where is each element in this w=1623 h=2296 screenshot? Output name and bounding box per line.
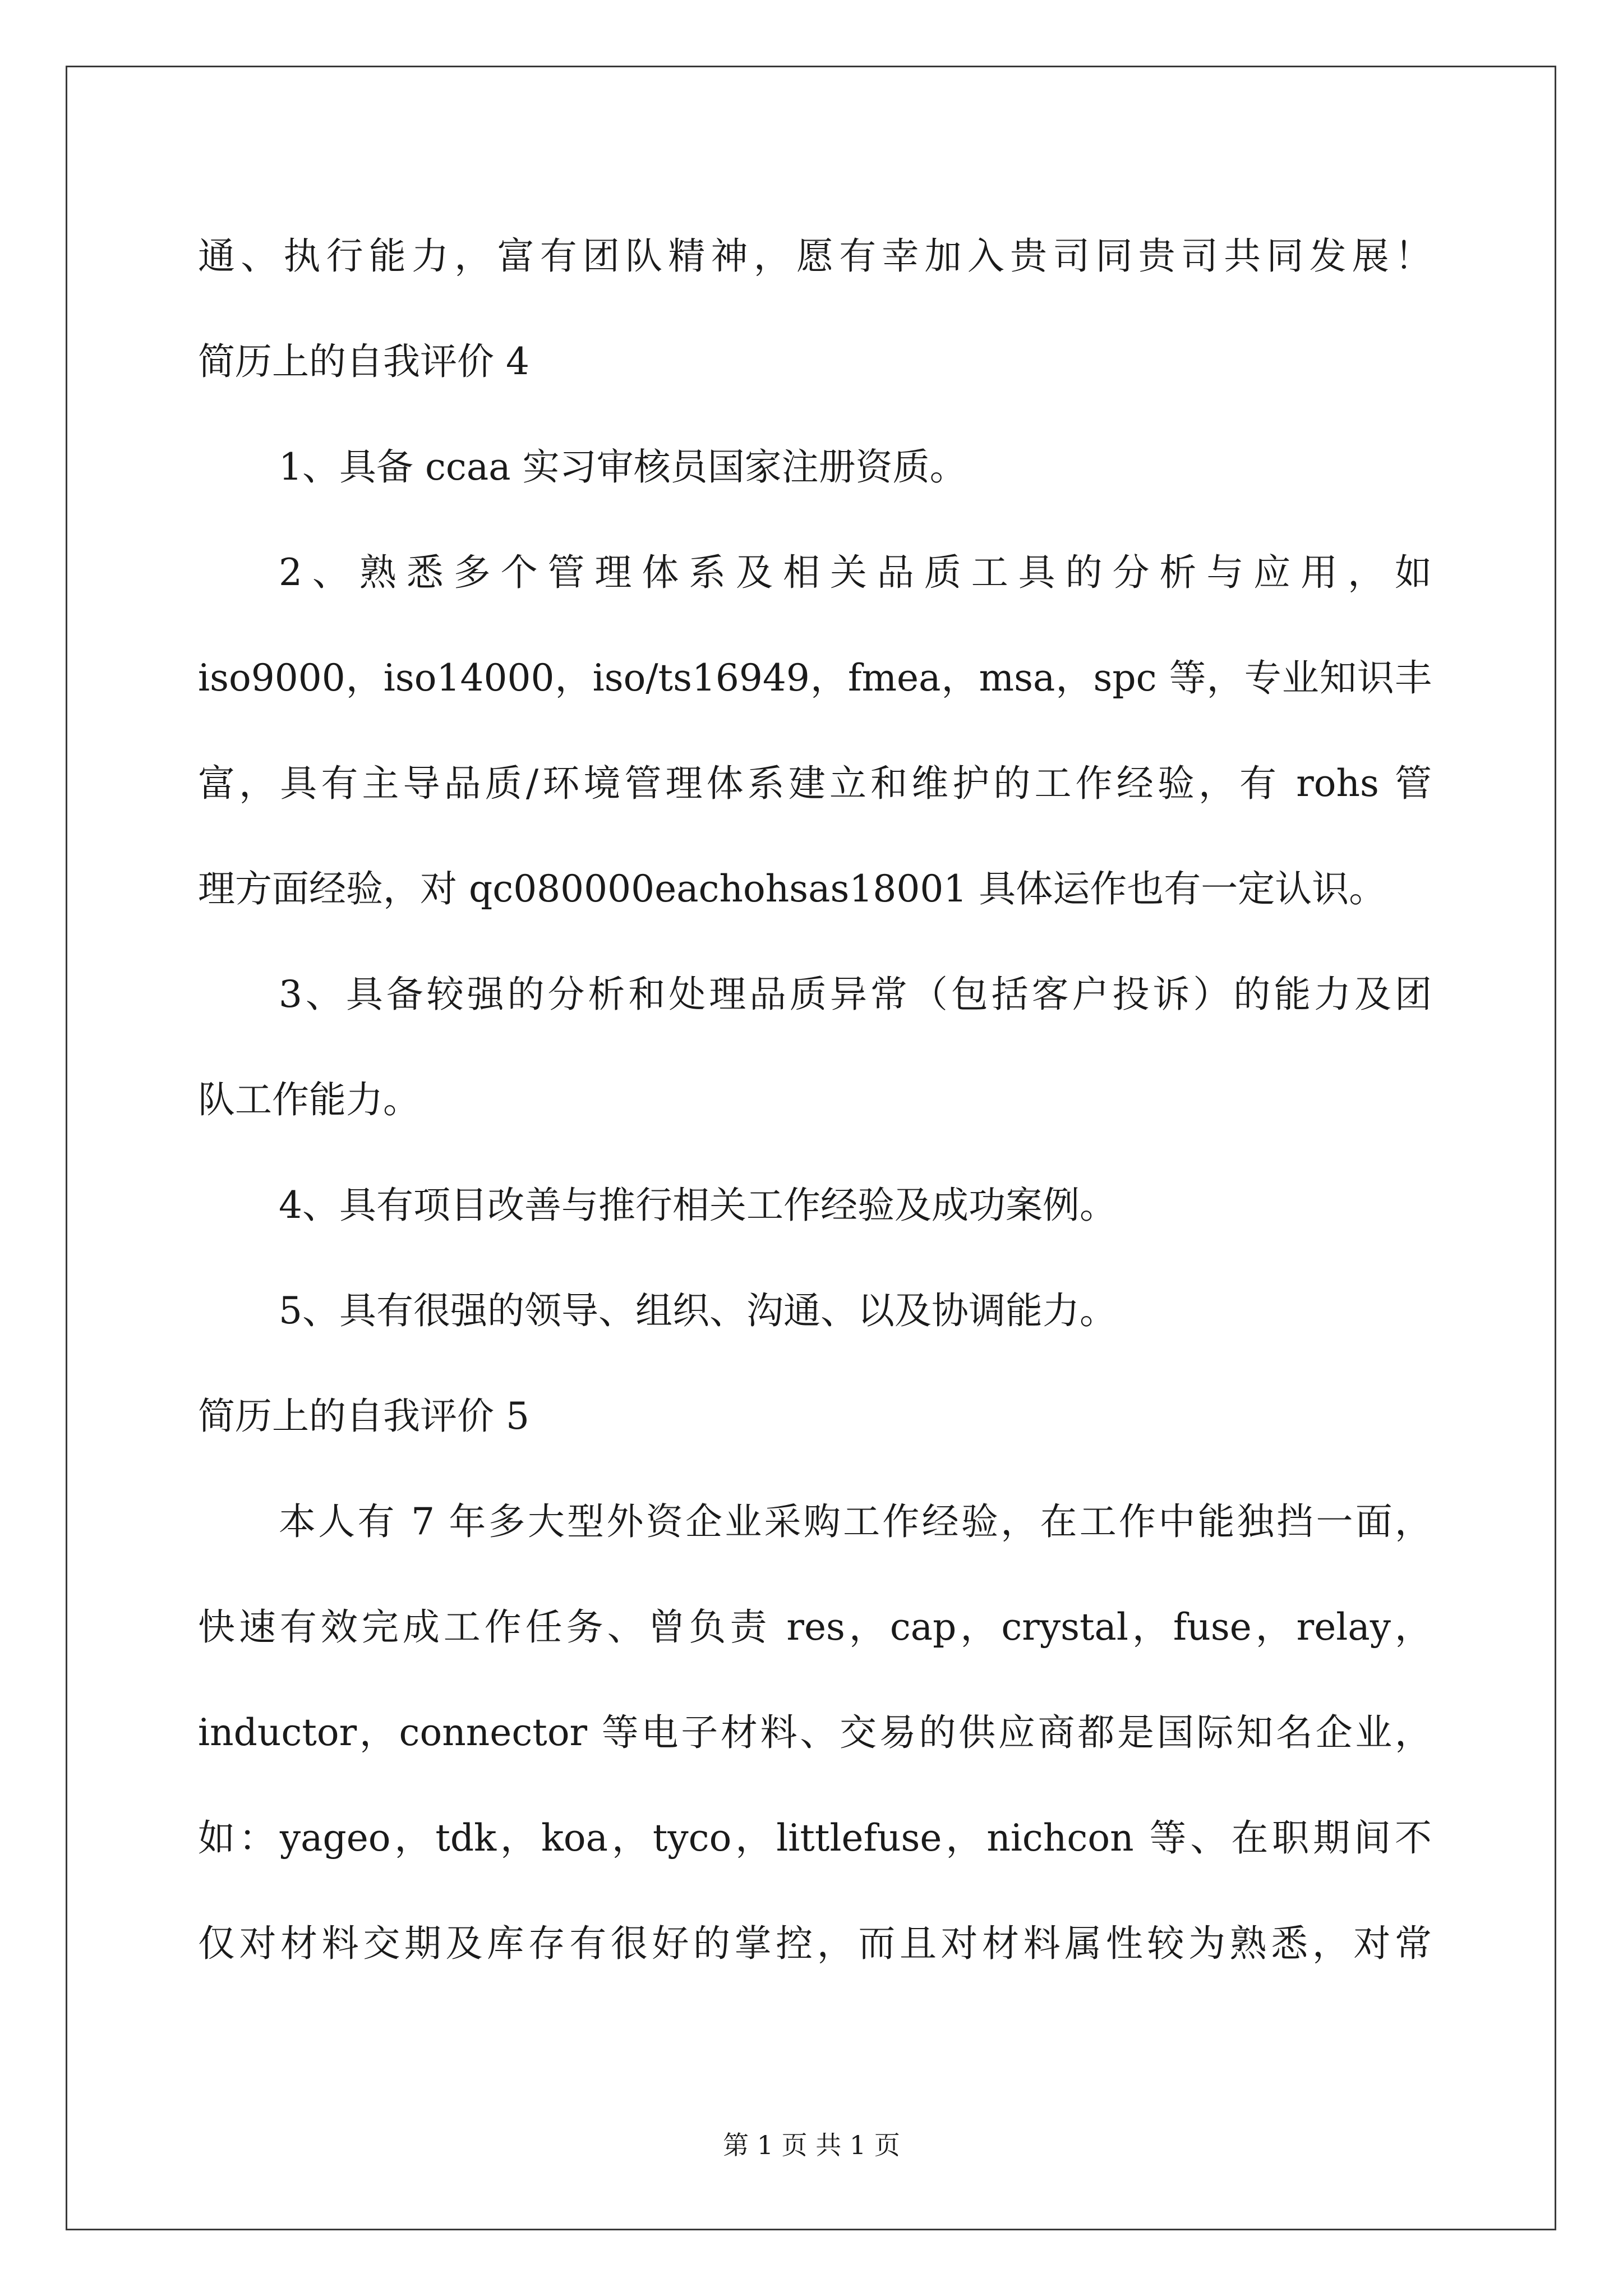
paragraph-line: inductor，connector 等电子材料、交易的供应商都是国际知名企业， — [198, 1711, 1432, 1754]
page-frame — [66, 66, 1556, 2230]
list-item: 5、具有很强的领导、组织、沟通、以及协调能力。 — [279, 1289, 1117, 1332]
text-line: 富，具有主导品质/环境管理体系建立和维护的工作经验，有 rohs 管 — [198, 762, 1432, 805]
paragraph-line: 仅对材料交期及库存有很好的掌控，而且对材料属性较为熟悉，对常 — [198, 1922, 1432, 1965]
list-item: 1、具备 ccaa 实习审核员国家注册资质。 — [279, 445, 967, 489]
paragraph-line: 本人有 7 年多大型外资企业采购工作经验，在工作中能独挡一面， — [279, 1500, 1432, 1543]
paragraph-line: 如：yageo，tdk，koa，tyco，littlefuse，nichcon 等、在职期间不 — [198, 1816, 1432, 1860]
list-item: 4、具有项目改善与推行相关工作经验及成功案例。 — [279, 1184, 1117, 1227]
section-heading: 简历上的自我评价 5 — [198, 1395, 529, 1438]
section-heading: 简历上的自我评价 4 — [198, 340, 529, 383]
text-line: 通、执行能力，富有团队精神，愿有幸加入贵司同贵司共同发展！ — [198, 234, 1432, 278]
paragraph-line: 快速有效完成工作任务、曾负责 res，cap，crystal，fuse，relay， — [198, 1605, 1432, 1649]
list-item: 2、熟悉多个管理体系及相关品质工具的分析与应用，如 — [279, 551, 1432, 594]
page-number-footer: 第 1 页 共 1 页 — [723, 2130, 900, 2160]
text-line: 队工作能力。 — [198, 1078, 420, 1121]
text-line: 理方面经验，对 qc080000eachohsas18001 具体运作也有一定认识。 — [198, 867, 1386, 910]
list-item: 3、具备较强的分析和处理品质异常（包括客户投诉）的能力及团 — [279, 973, 1432, 1016]
text-line: iso9000，iso14000，iso/ts16949，fmea，msa，spc 等，专业知识丰 — [198, 656, 1432, 700]
